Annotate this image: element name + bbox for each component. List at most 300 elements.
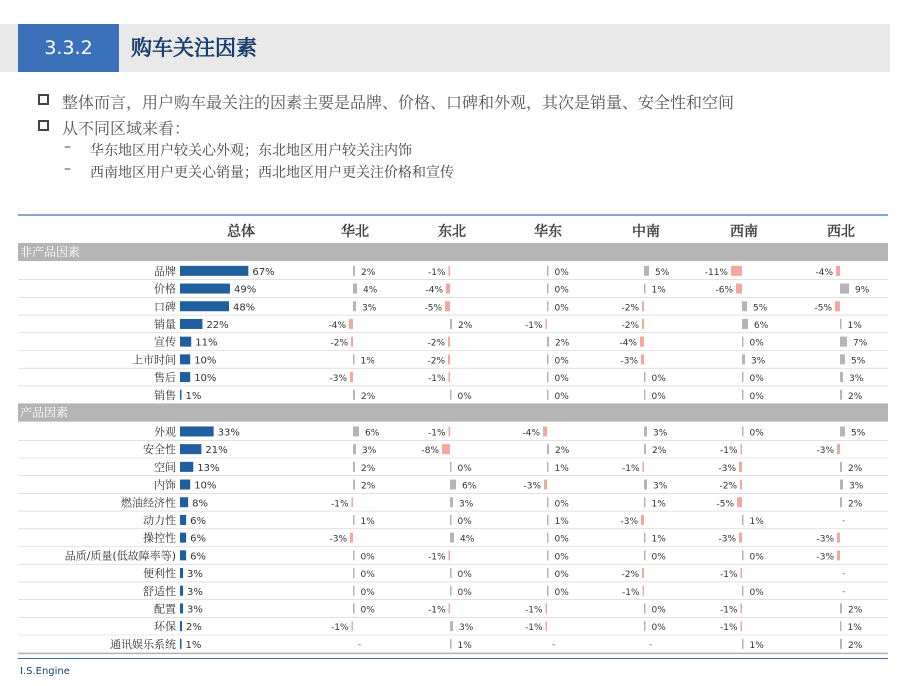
region-pos-bar [840, 337, 847, 347]
region-empty-marker: - [842, 586, 846, 597]
region-pos-bar [547, 301, 549, 311]
region-pos-bar [353, 586, 355, 596]
region-neg-bar [442, 444, 450, 454]
group-header-band [18, 404, 888, 422]
overall-value-label: 11% [195, 337, 218, 349]
region-pos-bar [840, 462, 842, 472]
region-neg-bar [546, 603, 548, 613]
row-label: 价格 [154, 282, 176, 296]
region-value-label: -3% [816, 534, 834, 545]
region-value-label: -1% [719, 605, 738, 616]
region-value-label: 9% [855, 285, 870, 296]
region-value-label: 3% [653, 481, 668, 492]
region-value-label: 0% [651, 623, 666, 634]
region-value-label: -4% [619, 338, 637, 349]
overall-value-label: 10% [194, 480, 217, 492]
region-value-label: -1% [330, 499, 349, 510]
region-pos-bar [353, 301, 356, 311]
region-value-label: 0% [554, 285, 569, 296]
region-pos-bar [840, 603, 842, 613]
row-label: 便利性 [143, 567, 176, 581]
region-neg-bar [349, 319, 353, 329]
region-value-label: 1% [457, 640, 472, 651]
region-pos-bar [840, 621, 842, 631]
region-neg-bar [642, 301, 644, 311]
region-value-label: 1% [554, 463, 569, 474]
region-value-label: -11% [704, 267, 728, 278]
region-empty-marker: - [552, 639, 556, 650]
row-label: 操控性 [143, 531, 176, 545]
region-pos-bar [742, 301, 747, 311]
overall-value-label: 21% [205, 445, 228, 457]
region-pos-bar [840, 497, 842, 507]
region-pos-bar [547, 337, 549, 347]
region-value-label: -1% [524, 605, 543, 616]
region-value-label: 0% [554, 587, 569, 598]
region-value-label: -5% [814, 303, 832, 314]
region-value-label: 1% [847, 320, 862, 331]
row-label: 宣传 [154, 335, 176, 349]
region-neg-bar [739, 533, 742, 543]
region-pos-bar [840, 372, 843, 382]
region-neg-bar [351, 337, 353, 347]
column-header: 西南 [730, 224, 758, 240]
region-value-label: 0% [749, 374, 764, 385]
region-value-label: 2% [458, 320, 473, 331]
overall-bar [180, 354, 190, 364]
row-label: 销量 [154, 317, 176, 331]
region-value-label: 0% [749, 587, 764, 598]
region-value-label: -3% [718, 463, 736, 474]
region-neg-bar [741, 621, 743, 631]
region-value-label: 1% [651, 534, 666, 545]
region-value-label: 2% [848, 463, 863, 474]
region-value-label: 0% [360, 605, 375, 616]
region-value-label: 3% [459, 499, 474, 510]
region-pos-bar [644, 372, 646, 382]
region-pos-bar [353, 390, 355, 400]
region-value-label: -4% [522, 428, 540, 439]
overall-value-label: 3% [187, 586, 203, 598]
row-label: 内饰 [154, 478, 176, 492]
region-neg-bar [641, 515, 644, 525]
region-neg-bar [836, 266, 840, 276]
region-value-label: 2% [652, 446, 667, 457]
region-value-label: -1% [427, 374, 446, 385]
region-pos-bar [450, 497, 453, 507]
region-value-label: 0% [749, 552, 764, 563]
overall-value-label: 3% [187, 569, 203, 581]
region-neg-bar [643, 462, 645, 472]
region-pos-bar [644, 480, 647, 490]
region-value-label: -1% [427, 605, 446, 616]
region-pos-bar [644, 603, 646, 613]
region-value-label: 0% [651, 552, 666, 563]
region-value-label: 0% [457, 463, 472, 474]
region-pos-bar [547, 550, 549, 560]
overall-bar [180, 533, 186, 543]
region-neg-bar [546, 319, 548, 329]
region-pos-bar [547, 390, 549, 400]
region-value-label: 0% [554, 356, 569, 367]
overall-bar [180, 444, 201, 454]
region-pos-bar [644, 497, 646, 507]
overall-bar [180, 266, 248, 276]
region-value-label: -8% [421, 446, 439, 457]
region-neg-bar [544, 480, 547, 490]
row-label: 配置 [154, 602, 176, 616]
region-value-label: 0% [457, 516, 472, 527]
region-pos-bar [450, 533, 454, 543]
region-value-label: -3% [329, 374, 347, 385]
row-label: 舒适性 [143, 584, 176, 598]
region-neg-bar [837, 533, 840, 543]
overall-bar [180, 568, 183, 578]
region-value-label: 3% [849, 374, 864, 385]
region-pos-bar [644, 266, 649, 276]
overall-bar [180, 284, 230, 294]
region-neg-bar [731, 266, 742, 276]
region-neg-bar [449, 426, 451, 436]
region-value-label: -2% [330, 338, 348, 349]
region-value-label: -1% [719, 446, 738, 457]
region-pos-bar [644, 533, 646, 543]
region-value-label: 2% [848, 640, 863, 651]
region-pos-bar [547, 497, 549, 507]
region-pos-bar [547, 266, 549, 276]
region-neg-bar [546, 621, 548, 631]
region-neg-bar [449, 372, 451, 382]
region-neg-bar [352, 497, 354, 507]
region-pos-bar [547, 568, 549, 578]
region-value-label: -1% [524, 623, 543, 634]
overall-value-label: 3% [187, 604, 203, 616]
region-value-label: -1% [621, 587, 640, 598]
region-pos-bar [840, 639, 842, 649]
row-label: 品牌 [154, 264, 176, 278]
region-value-label: 0% [749, 338, 764, 349]
dash-icon: – [64, 139, 71, 155]
region-value-label: 0% [749, 428, 764, 439]
column-header: 中南 [632, 224, 660, 240]
region-value-label: -2% [719, 481, 737, 492]
region-value-label: -4% [328, 320, 346, 331]
region-pos-bar [450, 319, 452, 329]
region-value-label: -1% [719, 623, 738, 634]
region-neg-bar [740, 480, 742, 490]
region-pos-bar [547, 586, 549, 596]
region-neg-bar [736, 284, 742, 294]
sub-bullet-text: 华东地区用户较关心外观；东北地区用户较关注内饰 [90, 143, 412, 159]
region-neg-bar [641, 354, 644, 364]
region-pos-bar [840, 284, 849, 294]
region-value-label: 3% [653, 428, 668, 439]
region-pos-bar [547, 372, 549, 382]
region-neg-bar [837, 550, 840, 560]
region-value-label: 1% [554, 516, 569, 527]
region-pos-bar [450, 621, 453, 631]
region-value-label: 0% [554, 552, 569, 563]
region-empty-marker: - [842, 569, 846, 580]
region-value-label: -5% [716, 499, 734, 510]
region-value-label: -2% [621, 303, 639, 314]
region-pos-bar [450, 480, 456, 490]
footer-divider [18, 658, 888, 659]
region-pos-bar [742, 354, 745, 364]
overall-value-label: 48% [232, 302, 256, 314]
region-value-label: 1% [749, 516, 764, 527]
region-value-label: 0% [651, 605, 666, 616]
row-label: 空间 [154, 460, 176, 474]
region-pos-bar [450, 568, 452, 578]
region-value-label: 0% [554, 534, 569, 545]
region-pos-bar [450, 639, 452, 649]
region-value-label: 1% [360, 356, 375, 367]
region-value-label: 1% [847, 623, 862, 634]
region-neg-bar [448, 337, 450, 347]
region-neg-bar [449, 550, 451, 560]
overall-bar [180, 550, 186, 560]
region-value-label: 6% [462, 481, 477, 492]
region-value-label: 0% [554, 570, 569, 581]
region-value-label: -2% [621, 320, 639, 331]
region-pos-bar [353, 550, 355, 560]
region-value-label: 4% [460, 534, 475, 545]
region-value-label: 2% [848, 605, 863, 616]
region-value-label: 5% [851, 428, 866, 439]
region-pos-bar [353, 603, 355, 613]
group-header-label: 非产品因素 [20, 245, 81, 259]
region-neg-bar [739, 462, 742, 472]
overall-value-label: 10% [194, 355, 217, 367]
region-value-label: 0% [749, 391, 764, 402]
region-value-label: 6% [754, 320, 769, 331]
row-label: 外观 [154, 425, 176, 439]
overall-value-label: 1% [185, 390, 202, 402]
region-pos-bar [353, 444, 356, 454]
row-label: 安全性 [143, 443, 176, 457]
region-empty-marker: - [358, 639, 362, 650]
overall-bar [180, 319, 202, 329]
region-value-label: -1% [621, 463, 640, 474]
region-value-label: 0% [457, 587, 472, 598]
region-neg-bar [741, 444, 743, 454]
row-label: 售后 [154, 371, 176, 385]
region-neg-bar [640, 337, 644, 347]
region-value-label: 1% [360, 516, 375, 527]
region-value-label: -3% [816, 446, 834, 457]
region-pos-bar [450, 586, 452, 596]
row-label: 上市时间 [132, 353, 176, 367]
overall-bar [180, 639, 182, 649]
region-value-label: 1% [651, 499, 666, 510]
region-value-label: -2% [621, 570, 639, 581]
region-value-label: -1% [427, 428, 446, 439]
region-value-label: -1% [719, 570, 738, 581]
region-pos-bar [353, 426, 359, 436]
region-value-label: 1% [651, 285, 666, 296]
region-value-label: 2% [848, 391, 863, 402]
region-pos-bar [840, 354, 845, 364]
region-pos-bar [840, 480, 843, 490]
region-pos-bar [353, 480, 355, 490]
overall-value-label: 33% [217, 427, 240, 439]
page-title: 购车关注因素 [131, 36, 257, 60]
region-pos-bar [840, 319, 842, 329]
region-value-label: 0% [360, 587, 375, 598]
region-value-label: 2% [848, 499, 863, 510]
region-value-label: -6% [715, 285, 733, 296]
region-pos-bar [644, 621, 646, 631]
region-neg-bar [449, 603, 451, 613]
region-value-label: -3% [620, 516, 638, 527]
region-pos-bar [353, 515, 355, 525]
region-value-label: 3% [459, 623, 474, 634]
region-value-label: 2% [555, 446, 570, 457]
overall-value-label: 6% [190, 533, 206, 545]
region-value-label: 0% [457, 570, 472, 581]
overall-value-label: 13% [197, 462, 220, 474]
group-header-band [18, 243, 888, 261]
region-value-label: 5% [753, 303, 768, 314]
region-pos-bar [742, 319, 748, 329]
region-pos-bar [742, 515, 744, 525]
row-label: 品质/质量(低故障率等) [64, 549, 176, 563]
region-value-label: 0% [457, 391, 472, 402]
region-value-label: 0% [554, 499, 569, 510]
region-value-label: -1% [524, 320, 543, 331]
region-neg-bar [352, 621, 354, 631]
region-value-label: 0% [554, 374, 569, 385]
region-neg-bar [350, 533, 353, 543]
region-pos-bar [644, 550, 646, 560]
region-value-label: 0% [554, 303, 569, 314]
region-pos-bar [547, 444, 549, 454]
region-value-label: 5% [851, 356, 866, 367]
region-value-label: 2% [361, 267, 376, 278]
region-pos-bar [353, 568, 355, 578]
overall-bar [180, 337, 191, 347]
overall-value-label: 67% [252, 266, 275, 278]
region-pos-bar [644, 444, 646, 454]
region-empty-marker: - [842, 515, 846, 526]
region-value-label: 5% [655, 267, 670, 278]
region-value-label: -4% [425, 285, 443, 296]
row-label: 通讯娱乐系统 [110, 637, 176, 651]
region-value-label: 0% [360, 552, 375, 563]
region-pos-bar [450, 515, 452, 525]
column-header: 西北 [827, 224, 855, 240]
region-value-label: -1% [427, 552, 446, 563]
region-pos-bar [644, 284, 646, 294]
sub-bullet-text: 西南地区用户更关心销量；西北地区用户更关注价格和宣传 [90, 165, 454, 181]
region-neg-bar [642, 319, 644, 329]
overall-bar [180, 462, 193, 472]
region-value-label: 4% [363, 285, 378, 296]
region-pos-bar [353, 462, 355, 472]
overall-bar [180, 390, 182, 400]
region-pos-bar [353, 266, 355, 276]
region-neg-bar [449, 266, 451, 276]
overall-bar [180, 426, 214, 436]
overall-bar [180, 372, 190, 382]
region-pos-bar [742, 372, 744, 382]
region-neg-bar [741, 568, 743, 578]
region-pos-bar [547, 462, 549, 472]
region-value-label: 2% [361, 481, 376, 492]
column-header: 华东 [534, 224, 562, 240]
region-value-label: 3% [751, 356, 766, 367]
region-value-label: -2% [427, 338, 445, 349]
row-label: 动力性 [143, 513, 176, 527]
group-header-label: 产品因素 [20, 405, 69, 420]
overall-value-label: 10% [194, 373, 217, 385]
overall-value-label: 49% [233, 284, 257, 296]
region-value-label: 7% [853, 338, 868, 349]
row-label: 环保 [154, 620, 176, 634]
region-neg-bar [837, 444, 840, 454]
overall-bar [180, 301, 229, 311]
region-neg-bar [543, 426, 547, 436]
overall-bar [180, 480, 190, 490]
region-pos-bar [742, 586, 744, 596]
overall-bar [180, 497, 188, 507]
region-pos-bar [742, 550, 744, 560]
region-value-label: 1% [749, 640, 764, 651]
region-neg-bar [835, 301, 840, 311]
region-value-label: 0% [554, 391, 569, 402]
region-neg-bar [445, 301, 450, 311]
region-value-label: 2% [361, 463, 376, 474]
overall-bar [180, 603, 183, 613]
footer-brand: I.S.Engine [20, 666, 70, 677]
region-neg-bar [446, 284, 450, 294]
overall-value-label: 2% [186, 622, 202, 634]
region-value-label: 2% [361, 391, 376, 402]
region-pos-bar [840, 426, 845, 436]
region-value-label: 0% [651, 391, 666, 402]
bullet-text: 从不同区域来看： [62, 119, 191, 138]
overall-bar [180, 621, 182, 631]
region-pos-bar [450, 390, 452, 400]
column-header: 华北 [341, 224, 369, 240]
region-pos-bar [353, 354, 355, 364]
overall-value-label: 22% [206, 319, 229, 331]
overall-value-label: 1% [185, 639, 202, 651]
region-neg-bar [350, 372, 353, 382]
region-pos-bar [450, 462, 452, 472]
region-value-label: 3% [362, 303, 377, 314]
region-pos-bar [742, 390, 744, 400]
region-value-label: 0% [360, 570, 375, 581]
overall-value-label: 6% [190, 515, 206, 527]
region-pos-bar [547, 354, 549, 364]
region-pos-bar [547, 284, 549, 294]
region-value-label: 2% [555, 338, 570, 349]
region-neg-bar [737, 497, 742, 507]
region-neg-bar [448, 354, 450, 364]
region-value-label: -3% [523, 481, 541, 492]
region-value-label: -2% [427, 356, 445, 367]
region-pos-bar [840, 390, 842, 400]
region-neg-bar [642, 568, 644, 578]
region-pos-bar [547, 533, 549, 543]
row-label: 口碑 [154, 300, 176, 314]
region-value-label: -3% [718, 534, 736, 545]
region-neg-bar [643, 586, 645, 596]
region-value-label: -1% [330, 623, 349, 634]
region-pos-bar [547, 515, 549, 525]
